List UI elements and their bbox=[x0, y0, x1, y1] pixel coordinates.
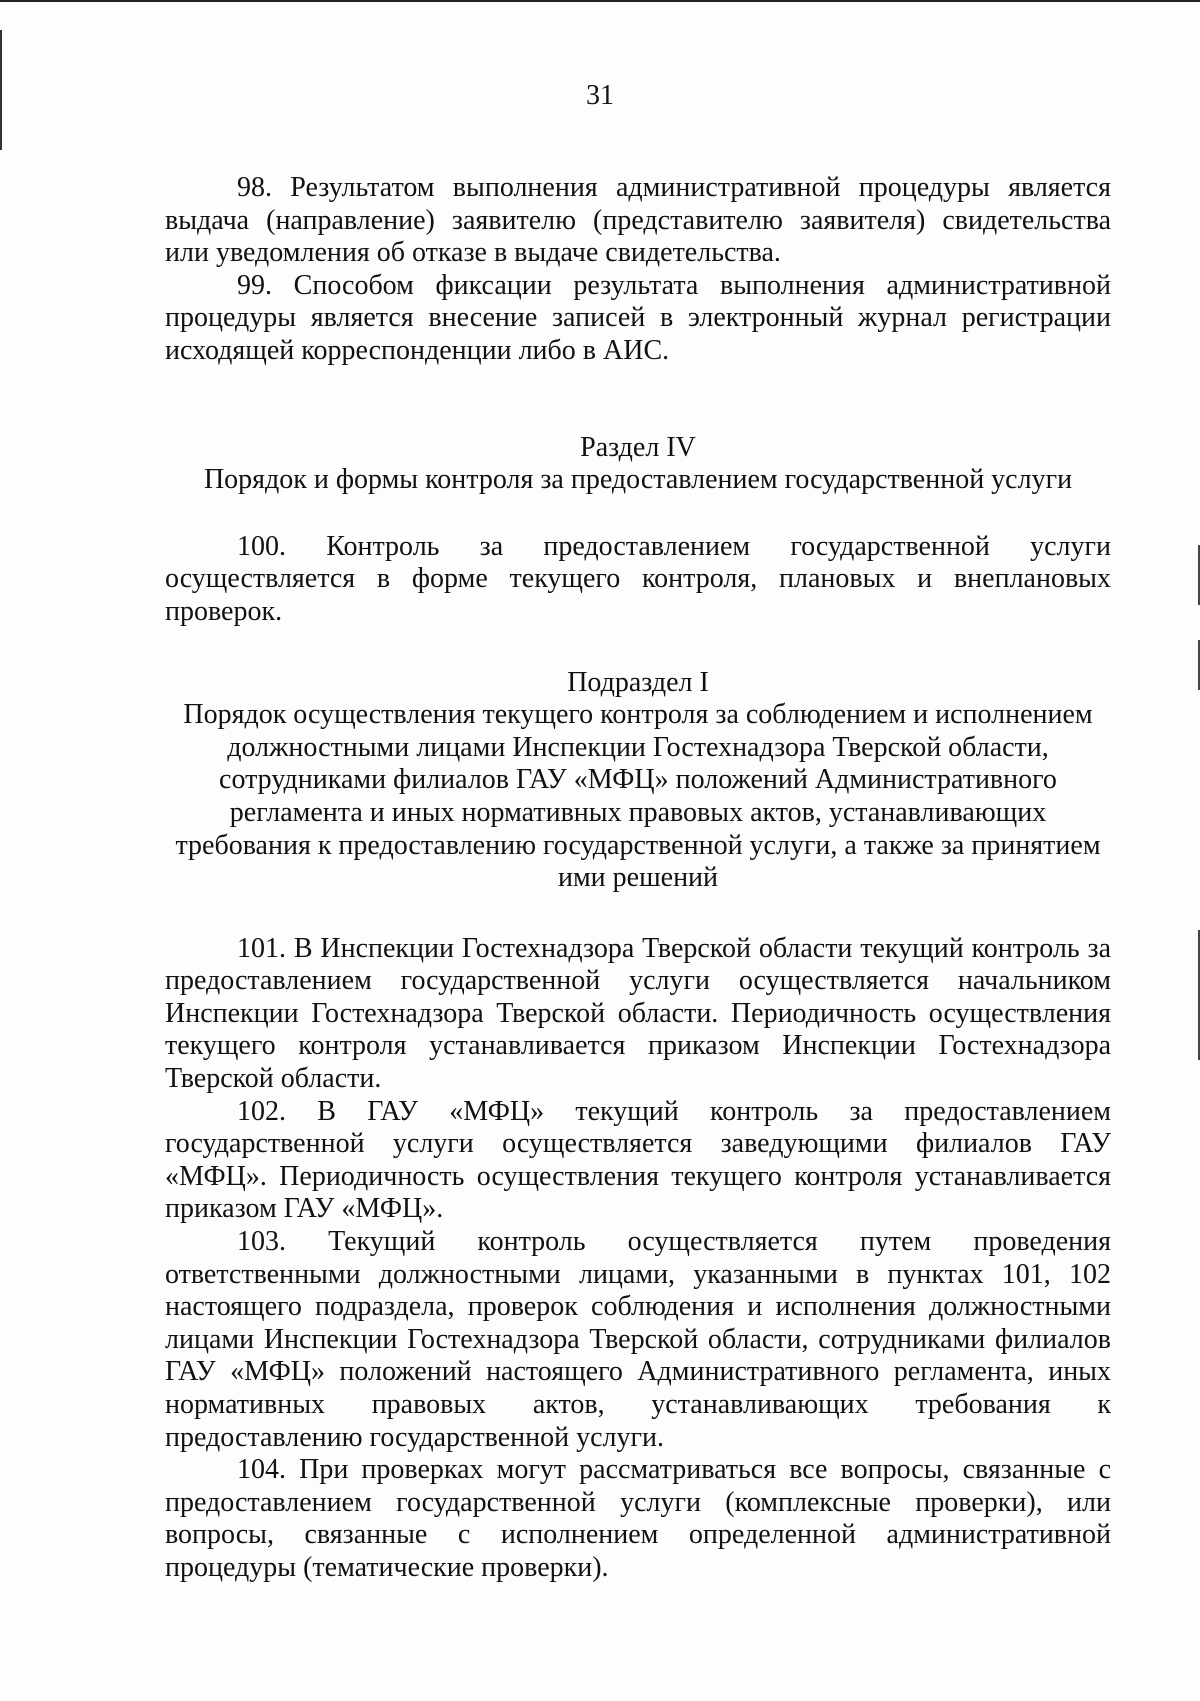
subsection-title-line: регламента и иных нормативных правовых актов, устанавливающих bbox=[229, 796, 1047, 828]
subsection-title-line: ими решений bbox=[557, 862, 719, 894]
subsection-title-line: требования к предоставлению государственной услуги, а также за принятием bbox=[175, 829, 1101, 861]
paragraph-99: 99. Способом фиксации результата выполнения административной процедуры является внесение записей в электронный журнал регистрации исходящей корреспонденции либо в АИС. bbox=[165, 269, 1111, 366]
paragraph-102: 102. В ГАУ «МФЦ» текущий контроль за предоставлением государственной услуги осуществляется заведующими филиалов ГАУ «МФЦ». Периодичность осуществления текущего контроля устанавливается приказом ГАУ «МФЦ». bbox=[165, 1095, 1111, 1225]
scan-edge-top bbox=[0, 0, 1200, 2]
paragraph-100: 100. Контроль за предоставлением государственной услуги осуществляется в форме текущего контроля, плановых и внеплановых проверок. bbox=[165, 530, 1111, 627]
paragraph-103: 103. Текущий контроль осуществляется путем проведения ответственными должностными лицами, указанными в пунктах 101, 102 настоящего подраздела, проверок соблюдения и исполнения должностными лицами Инспекции Гостехнадзора Тверской области, сотрудниками филиалов ГАУ «МФЦ» положений настоящего Административного регламента, иных нормативных правовых актов, устанавливающих требования к предоставлению государственной услуги. bbox=[165, 1226, 1111, 1453]
paragraph-104: 104. При проверках могут рассматриваться все вопросы, связанные с предоставлением государственной услуги (комплексные проверки), или вопросы, связанные с исполнением определенной административной процедуры (тематические проверки). bbox=[165, 1454, 1111, 1583]
page-number: 31 bbox=[586, 80, 614, 111]
section-title: Порядок и формы контроля за предоставлением государственной услуги bbox=[203, 464, 1073, 496]
subsection-title-line: должностными лицами Инспекции Гостехнадзора Тверской области, bbox=[227, 731, 1049, 763]
paragraph-101: 101. В Инспекции Гостехнадзора Тверской области текущий контроль за предоставлением государственной услуги осуществляется начальником Инспекции Гостехнадзора Тверской области. Периодичность осуществления текущего контроля устанавливается приказом Инспекции Гостехнадзора Тверской области. bbox=[165, 932, 1111, 1095]
subsection-label: Подраздел I bbox=[567, 666, 709, 698]
document-body bbox=[165, 172, 1111, 1585]
subsection-title-line: сотрудниками филиалов ГАУ «МФЦ» положений Административного bbox=[219, 764, 1057, 796]
section-label: Раздел IV bbox=[580, 431, 696, 463]
subsection-title-line: Порядок осуществления текущего контроля за соблюдением и исполнением bbox=[183, 699, 1093, 731]
paragraph-98: 98. Результатом выполнения административной процедуры является выдача (направление) заявителю (представителю заявителя) свидетельства или уведомления об отказе в выдаче свидетельства. bbox=[165, 172, 1111, 269]
